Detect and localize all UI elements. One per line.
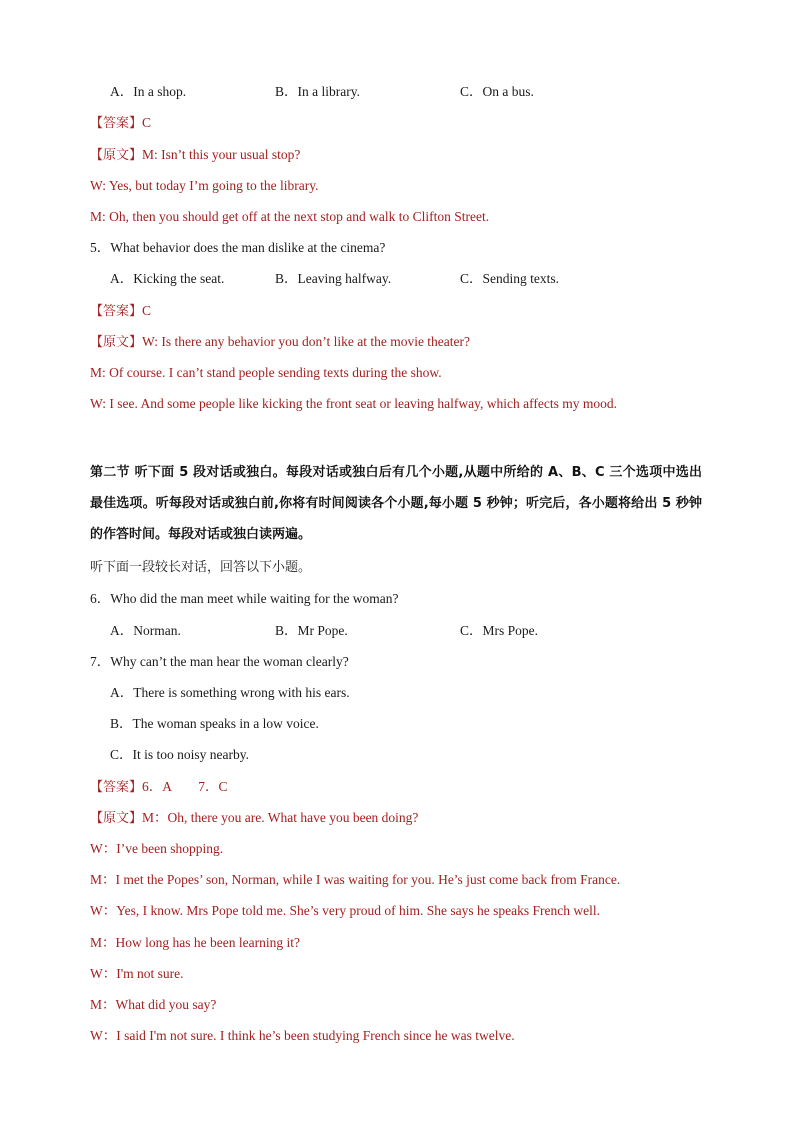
q67-transcript-first [90, 809, 418, 828]
q67-transcript-line-7: W：I said I'm not sure. I think he’s been studying French since he was twelve. [90, 1028, 515, 1043]
q67-transcript-line-6: M：What did you say? [90, 997, 217, 1012]
q67-transcript-line-3: W：Yes, I know. Mrs Pope told me. She’s very proud of him. She says he speaks French well. [90, 903, 600, 918]
q5-answer [90, 302, 151, 321]
q67-transcript-line-4: M：How long has he been learning it? [90, 935, 300, 950]
section-2-sub-instruction: 听下面一段较长对话，回答以下小题。 [90, 560, 312, 575]
q67-transcript-line-5: W：I'm not sure. [90, 966, 184, 981]
answer-label: 【答案】 [90, 780, 143, 795]
transcript-label: 【原文】 [90, 811, 143, 826]
q67-answer [90, 778, 228, 797]
q67-transcript-line-1: W：I’ve been shopping. [90, 841, 224, 856]
q6-option-c: C．Mrs Pope. [460, 623, 539, 638]
q5-question: 5．What behavior does the man dislike at the cinema? [90, 240, 386, 255]
answer-label: 【答案】 [90, 116, 143, 131]
q4-option-c: C．On a bus. [460, 84, 534, 99]
q6-option-b: B．Mr Pope. [275, 623, 348, 638]
q4-option-b: B．In a library. [275, 84, 360, 99]
answer-value: C [142, 115, 152, 130]
q6-option-a: A．Norman. [110, 623, 181, 638]
transcript-line: W: Is there any behavior you don’t like at the movie theater? [142, 334, 471, 349]
q4-transcript-line-1: W: Yes, but today I’m going to the library. [90, 178, 319, 193]
q7-question: 7．Why can’t the man hear the woman clearly? [90, 654, 349, 669]
q5-transcript-line-1: M: Of course. I can’t stand people sending texts during the show. [90, 365, 442, 380]
transcript-line: M：Oh, there you are. What have you been doing? [142, 810, 419, 825]
transcript-label: 【原文】 [90, 335, 143, 350]
answer-value: 6．A 7．C [142, 779, 228, 794]
q4-transcript-line-2: M: Oh, then you should get off at the next stop and walk to Clifton Street. [90, 209, 490, 224]
q5-option-a: A．Kicking the seat. [110, 271, 225, 286]
q5-option-c: C．Sending texts. [460, 271, 560, 286]
q4-answer [90, 114, 151, 133]
transcript-label: 【原文】 [90, 148, 143, 163]
q7-option-b: B．The woman speaks in a low voice. [110, 716, 319, 731]
q7-option-a: A．There is something wrong with his ears. [110, 685, 350, 700]
answer-value: C [142, 303, 152, 318]
q67-transcript-line-2: M：I met the Popes’ son, Norman, while I was waiting for you. He’s just come back from France. [90, 872, 621, 887]
q6-question: 6．Who did the man meet while waiting for the woman? [90, 591, 399, 606]
q5-transcript-line-2: W: I see. And some people like kicking the front seat or leaving halfway, which affects my mood. [90, 396, 617, 411]
section-2-instructions: 第二节 听下面 5 段对话或独白。每段对话或独白后有几个小题,从题中所给的 A、B、C 三个选项中选出最佳选项。听每段对话或独白前,你将有时间阅读各个小题,每小题 5 秒钟；听完后，各小题将给出 5 秒钟的作答时间。每段对话或独白读两遍。 [90, 465, 702, 542]
q4-option-a: A．In a shop. [110, 84, 187, 99]
q5-transcript-first [90, 333, 470, 352]
transcript-line: M: Isn’t this your usual stop? [142, 147, 301, 162]
q4-transcript-first [90, 146, 300, 165]
q5-option-b: B．Leaving halfway. [275, 271, 392, 286]
q7-option-c: C．It is too noisy nearby. [110, 747, 249, 762]
answer-label: 【答案】 [90, 304, 143, 319]
